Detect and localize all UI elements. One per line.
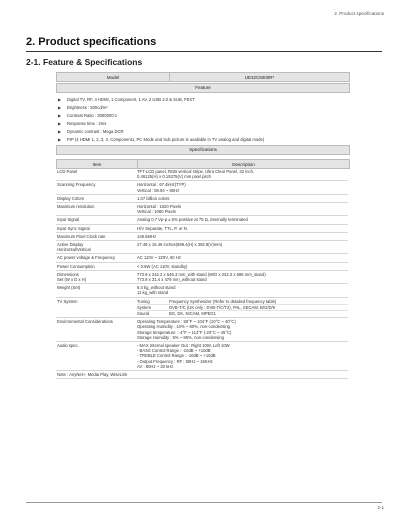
spec-subrow-value: BG, DK, NICAM, MPEG1 xyxy=(169,311,217,317)
spec-description-text: 773.9 x 31.4 x 479 mm_without stand xyxy=(137,277,207,283)
spec-item xyxy=(56,233,136,240)
model-value: UE32C6000R* xyxy=(244,74,275,80)
spec-description xyxy=(136,216,348,223)
spec-description-text: - Output Frequency : RF : 80Hz ~ 15KHz xyxy=(137,358,213,364)
model-label: Model xyxy=(57,73,170,81)
feature-item: ▶ Response time : 2ms xyxy=(58,121,107,126)
specifications-bar: Specifications xyxy=(56,145,350,155)
running-header: 2. Product specifications xyxy=(334,11,384,16)
spec-row xyxy=(56,181,348,194)
spec-item-text: Input Signal xyxy=(57,217,80,223)
spec-item xyxy=(56,263,136,270)
spec-row xyxy=(56,371,348,379)
spec-item-text: AC power voltage & Frequency xyxy=(57,255,115,261)
spec-description xyxy=(136,225,348,232)
feature-bar: Feature xyxy=(56,83,350,93)
spec-row xyxy=(56,241,348,254)
feature-item: ▶ Contrast Ratio : 3000000:1 xyxy=(58,113,118,118)
spec-description xyxy=(136,254,348,261)
feature-item: ▶ Dynamic contrast : Mega DCR xyxy=(58,129,124,134)
bullet-icon: ▶ xyxy=(58,137,62,142)
spec-description-text: - BASS Control Range : -10dB ~ +10dB xyxy=(137,348,211,354)
spec-item-text: Scanning Frequency xyxy=(57,182,96,188)
spec-description-text: Storage Humidity : 5% ~ 95%, non-condensing xyxy=(137,334,224,340)
spec-description xyxy=(136,263,348,270)
spec-item-text: Power Consumption xyxy=(57,263,95,269)
spec-description-text: AV : 80Hz ~ 20 kHz xyxy=(137,363,174,369)
spec-description-text: Horizontal : 67.4kHz(TYP) xyxy=(137,182,186,188)
spec-item xyxy=(56,284,136,296)
spec-item-text: Environmental Considerations xyxy=(57,319,113,325)
spec-row xyxy=(56,271,348,284)
spec-subrow-value: Frequency Synthesizer (Refer to detailed frequency table) xyxy=(169,298,277,304)
spec-description xyxy=(136,342,348,370)
spec-description-text: H/V Separate, TTL, P. or N. xyxy=(137,225,188,231)
spec-description-text: 8.4 kg_without stand xyxy=(137,285,176,291)
spec-row xyxy=(56,216,348,224)
model-row xyxy=(56,72,350,82)
spec-item-text: Maximum Pixel Clock rate xyxy=(57,233,106,239)
feature-list xyxy=(58,96,358,144)
spec-item-text: Dimensions xyxy=(57,271,79,277)
spec-row xyxy=(56,168,348,181)
bullet-icon: ▶ xyxy=(58,97,62,102)
spec-item xyxy=(56,298,136,318)
spec-item-text: Active Display xyxy=(57,242,84,248)
spec-row xyxy=(56,254,348,262)
spec-row xyxy=(56,298,348,319)
spec-item xyxy=(56,225,136,232)
bullet-icon: ▶ xyxy=(58,113,62,118)
spec-description-text: TFT-LCD panel, RGB vertical stripe, Ultra Clear Panel, 32 inch, xyxy=(137,169,255,174)
spec-item-text: Weight (Set) xyxy=(57,285,81,291)
spec-row xyxy=(56,203,348,216)
spec-item-text: Set (W x D x H) xyxy=(57,277,87,283)
description-header: Description xyxy=(232,161,255,167)
spec-item xyxy=(56,318,136,341)
spec-description-text: 148.5MHz xyxy=(137,233,157,239)
spec-subrow-label: Sound xyxy=(137,311,150,317)
spec-subrow xyxy=(137,311,348,316)
spec-description-text: Vertical : 59.94 ~ 60Hz xyxy=(137,187,180,193)
item-header: Item xyxy=(57,160,138,168)
feature-item: ▶ Digital TV, RF, 4 HDMI, 1 Component, 1 AV, 2 USB 2.0 & SUB, FEXT xyxy=(58,97,195,102)
spec-description-text: Analog 0.7 Vp-p ± 5% positive at 75 Ω, internally terminated xyxy=(137,217,248,223)
spec-row xyxy=(56,263,348,271)
feature-item: ▶ PIP (4 HDMI 1, 2, 3, 4, Component1, PC Mode and Sub picture is available in TV analog and digital mode) xyxy=(58,137,265,142)
spec-item-text: TV System xyxy=(57,298,78,304)
spec-row xyxy=(56,233,348,241)
feature-item: ▶ Brightness : 500cd/m² xyxy=(58,105,108,110)
spec-subrow-label: System xyxy=(137,304,151,310)
spec-item-text: Horizontal/Vertical xyxy=(57,247,91,253)
spec-description xyxy=(136,181,348,193)
spec-description xyxy=(136,371,348,378)
spec-item xyxy=(56,181,136,193)
spec-description-text: Storage temperature : -4°F ~ 113°F (-20°C ~ 45°C) xyxy=(137,329,232,335)
spec-description-text: 11 kg_with stand xyxy=(137,290,169,296)
spec-description-text: - MAX Internal speaker Out : Right 10W, Left 10W xyxy=(137,343,230,349)
spec-description xyxy=(136,318,348,341)
spec-item xyxy=(56,371,136,378)
spec-description xyxy=(136,168,348,180)
spec-item-text: Display Colors xyxy=(57,195,84,201)
spec-item-text: Maximum resolution xyxy=(57,204,95,210)
spec-subrow-value: DVB-T/C (UK only : DVB-T/C/T2), PAL, SECAM, B/G/D/K xyxy=(169,304,276,310)
spec-item xyxy=(56,254,136,261)
spec-row xyxy=(56,225,348,233)
spec-description-text: - TREBLE Control Range : -10dB ~ +10dB xyxy=(137,353,216,359)
spec-description xyxy=(136,233,348,240)
spec-description-text: Vertical : 1080 Pixels xyxy=(137,209,176,215)
title-rule xyxy=(26,51,382,52)
spec-item xyxy=(56,203,136,215)
spec-item xyxy=(56,195,136,202)
spec-item xyxy=(56,342,136,370)
spec-description xyxy=(136,298,348,318)
spec-item xyxy=(56,216,136,223)
spec-description-text: 27.49 x 15.46 inches(698.4(H) x 392.8(V)mm) xyxy=(137,242,223,248)
footer-rule xyxy=(26,502,382,503)
spec-item-text: Audio spec. xyxy=(57,343,79,349)
bullet-icon: ▶ xyxy=(58,121,62,126)
spec-description-text: 1.07 billion colors xyxy=(137,195,170,201)
spec-description xyxy=(136,203,348,215)
spec-row xyxy=(56,284,348,297)
section-subtitle: 2-1. Feature & Specifications xyxy=(26,57,143,67)
spec-item-text: Note : AnyNet+, Media Play, WiseLink xyxy=(57,372,128,378)
spec-item-text: Input Sync Signal xyxy=(57,225,90,231)
spec-description xyxy=(136,271,348,283)
spec-row xyxy=(56,195,348,203)
spec-description-text: 773.9 x 242.2 x 546.3 mm_with stand (W/D x 242.2 x 586 mm_stand) xyxy=(137,271,266,277)
spec-description-text: 0.46125(H) x 0.15375(V) mm pixel pitch xyxy=(137,174,212,180)
spec-item xyxy=(56,271,136,283)
bullet-icon: ▶ xyxy=(58,105,62,110)
spec-description xyxy=(136,241,348,253)
spec-row xyxy=(56,342,348,371)
section-title: 2. Product specifications xyxy=(26,36,157,48)
spec-description xyxy=(136,195,348,202)
spec-description-text: Horizontal : 1920 Pixels xyxy=(137,204,181,210)
spec-subrow-label: Tuning xyxy=(137,298,150,304)
bullet-icon: ▶ xyxy=(58,129,62,134)
spec-description-text: Operating Temperature : 50°F ~ 104°F (10°C ~ 40°C) xyxy=(137,319,236,325)
spec-description-text: Operating Humidity : 10% ~ 80%, non-condensing xyxy=(137,324,230,330)
spec-description xyxy=(136,284,348,296)
spec-row xyxy=(56,318,348,342)
spec-description-text: < 0.5W (AC 110V, standby) xyxy=(137,263,188,269)
spec-description-text: AC 110V ~ 220V, 60 Hz xyxy=(137,255,181,261)
spec-item-text: LCD Panel xyxy=(57,169,78,174)
spec-table xyxy=(56,168,348,379)
spec-item xyxy=(56,241,136,253)
page-number: 2-1 xyxy=(377,505,384,510)
spec-item xyxy=(56,168,136,180)
